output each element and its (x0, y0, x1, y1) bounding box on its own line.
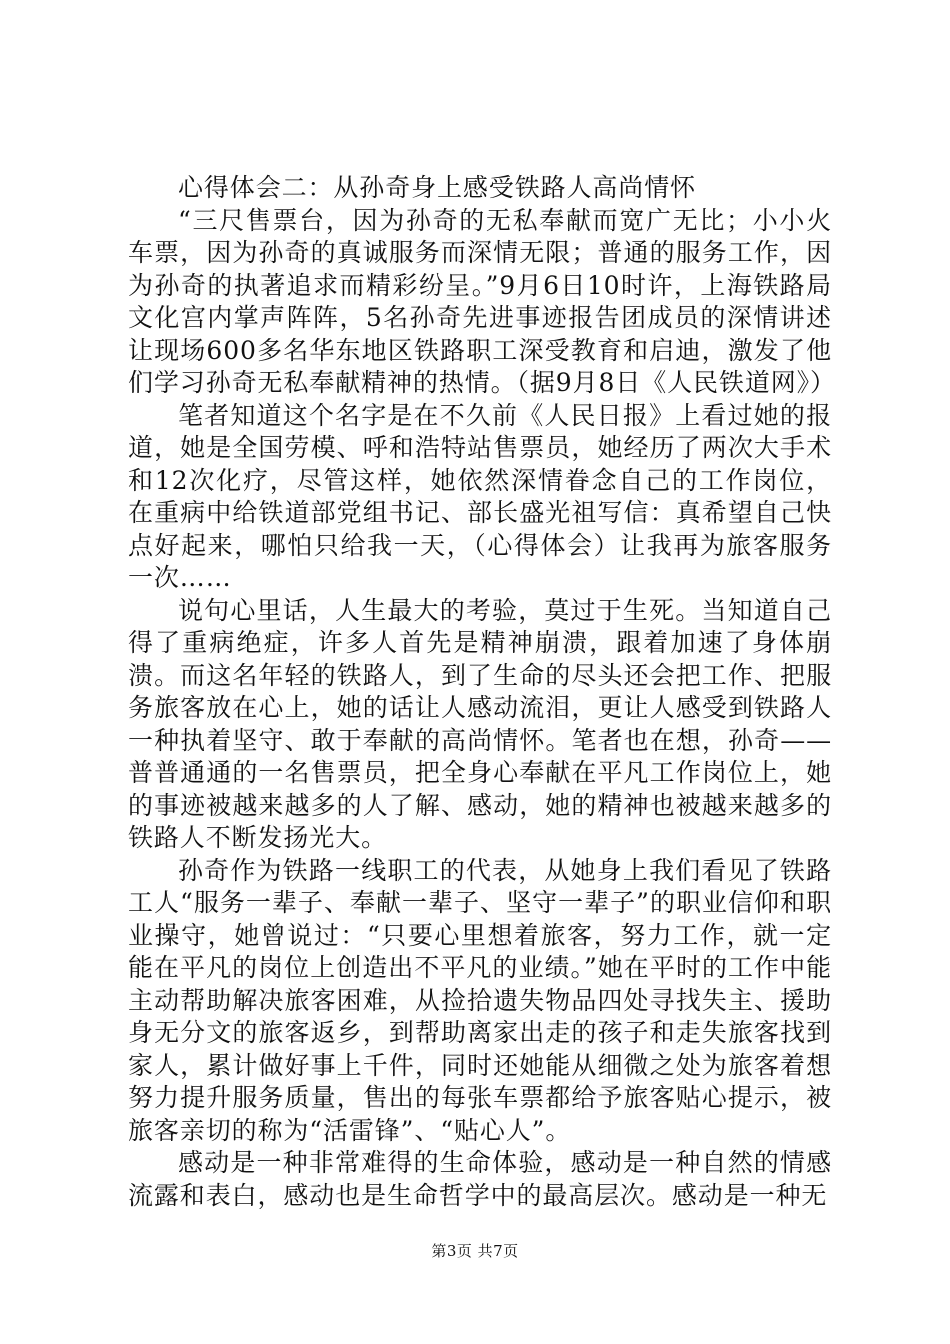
paragraph-5: 感动是一种非常难得的生命体验，感动是一种自然的情感流露和表白，感动也是生命哲学中的最高层次。感动是一种无 (128, 1148, 832, 1210)
paragraph-3: 说句心里话，人生最大的考验，莫过于生死。当知道自己得了重病绝症，许多人首先是精神崩溃，跟着加速了身体崩溃。而这名年轻的铁路人，到了生命的尽头还会把工作、把服务旅客放在心上，她的话让人感动流泪，更让人感受到铁路人一种执着坚守、敢于奉献的高尚情怀。笔者也在想，孙奇——普普通通的一名售票员，把全身心奉献在平凡工作岗位上，她的事迹被越来越多的人了解、感动，她的精神也被越来越多的铁路人不断发扬光大。 (128, 595, 832, 852)
paragraph-2: 笔者知道这个名字是在不久前《人民日报》上看过她的报道，她是全国劳模、呼和浩特站售票员，她经历了两次大手术和12次化疗，尽管这样，她依然深情眷念自己的工作岗位，在重病中给铁道部党组书记、部长盛光祖写信：真希望自己快点好起来，哪怕只给我一天，（心得体会）让我再为旅客服务一次…… (128, 400, 832, 592)
paragraph-4: 孙奇作为铁路一线职工的代表，从她身上我们看见了铁路工人“服务一辈子、奉献一辈子、坚守一辈子”的职业信仰和职业操守，她曾说过：“只要心里想着旅客，努力工作，就一定能在平凡的岗位上创造出不平凡的业绩。”她在平时的工作中能主动帮助解决旅客困难，从捡拾遗失物品四处寻找失主、援助身无分文的旅客返乡，到帮助离家出走的孩子和走失旅客找到家人，累计做好事上千件，同时还她能从细微之处为旅客着想努力提升服务质量，售出的每张车票都给予旅客贴心提示，被旅客亲切的称为“活雷锋”、“贴心人”。 (128, 855, 832, 1145)
paragraph-1: “三尺售票台，因为孙奇的无私奉献而宽广无比；小小火车票，因为孙奇的真诚服务而深情无限；普通的服务工作，因为孙奇的执著追求而精彩纷呈。”9月6日10时许，上海铁路局文化宫内掌声阵阵，5名孙奇先进事迹报告团成员的深情讲述让现场600多名华东地区铁路职工深受教育和启迪，激发了他们学习孙奇无私奉献精神的热情。（据9月8日《人民铁道网》） (128, 205, 836, 397)
page-number-footer: 第3页 共7页 (431, 1242, 519, 1260)
document-title: 心得体会二：从孙奇身上感受铁路人高尚情怀 (178, 173, 697, 202)
document-body (128, 172, 836, 1212)
